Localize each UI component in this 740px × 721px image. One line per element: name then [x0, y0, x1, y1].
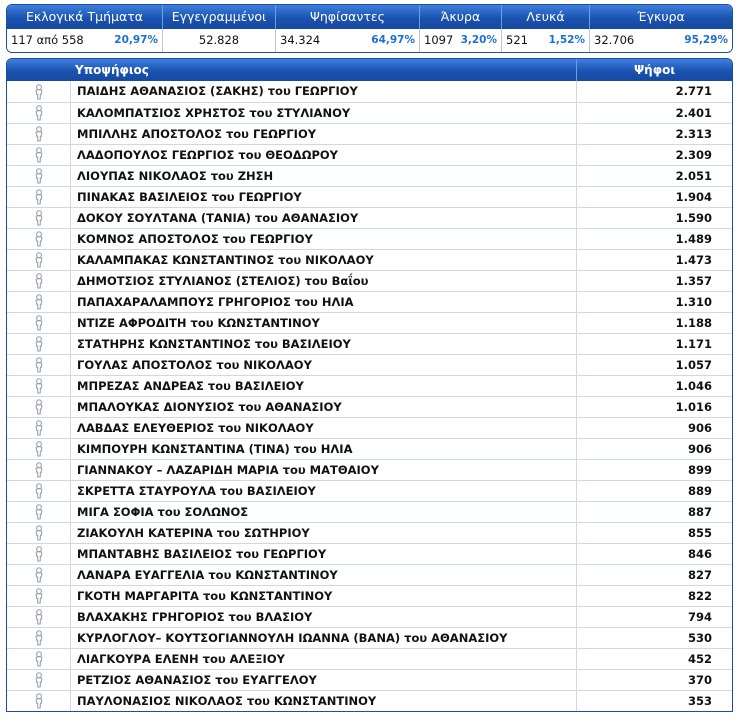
candidate-figure-icon — [7, 544, 71, 564]
header-sections: Εκλογικά Τμήματα — [7, 5, 163, 29]
table-row[interactable] — [7, 585, 732, 606]
candidate-figure-icon — [7, 250, 71, 270]
table-row[interactable] — [7, 690, 732, 711]
candidate-name: ΚΑΛΟΜΠΑΤΣΙΟΣ ΧΡΗΣΤΟΣ του ΣΤΥΛΙΑΝΟΥ — [71, 103, 577, 123]
candidate-name: ΓΙΑΝΝΑΚΟΥ – ΛΑΖΑΡΙΔΗ ΜΑΡΙΑ του ΜΑΤΘΑΙΟΥ — [71, 460, 577, 480]
valid-cell — [590, 29, 732, 52]
candidate-name: ΜΠΡΕΖΑΣ ΑΝΔΡΕΑΣ του ΒΑΣΙΛΕΙΟΥ — [71, 376, 577, 396]
candidate-votes: 1.357 — [675, 274, 712, 288]
column-header-votes: Ψήφοι — [633, 63, 676, 77]
invalid-value: 1097 — [424, 33, 454, 47]
candidate-figure-icon — [7, 208, 71, 228]
table-row[interactable] — [7, 102, 732, 123]
candidate-figure-icon — [7, 103, 71, 123]
valid-percent: 95,29% — [684, 34, 728, 46]
candidate-name: ΔΟΚΟΥ ΣΟΥΛΤΑΝΑ (ΤΑΝΙΑ) του ΑΘΑΝΑΣΙΟΥ — [71, 208, 577, 228]
candidate-figure-icon — [7, 124, 71, 144]
candidate-votes: 353 — [687, 694, 712, 708]
summary-values-row — [7, 29, 732, 52]
results-summary — [6, 4, 733, 53]
candidate-figure-icon — [7, 628, 71, 648]
summary-header-row — [7, 5, 732, 29]
candidate-name: ΠΑΙΔΗΣ ΑΘΑΝΑΣΙΟΣ (ΣΑΚΗΣ) του ΓΕΩΡΓΙΟΥ — [71, 81, 577, 102]
table-row[interactable] — [7, 165, 732, 186]
table-row[interactable] — [7, 354, 732, 375]
candidate-figure-icon — [7, 81, 71, 102]
table-row[interactable] — [7, 627, 732, 648]
candidate-name: ΚΑΛΑΜΠΑΚΑΣ ΚΩΝΣΤΑΝΤΙΝΟΣ του ΝΙΚΟΛΑΟΥ — [71, 250, 577, 270]
candidate-figure-icon — [7, 502, 71, 522]
header-blank: Λευκά — [502, 5, 590, 29]
table-row[interactable] — [7, 543, 732, 564]
candidate-name: ΛΑΔΟΠΟΥΛΟΣ ΓΕΩΡΓΙΟΣ του ΘΕΟΔΩΡΟΥ — [71, 145, 577, 165]
table-row[interactable] — [7, 312, 732, 333]
candidate-name: ΜΙΓΑ ΣΟΦΙΑ του ΣΟΛΩΝΟΣ — [71, 502, 577, 522]
candidate-figure-icon — [7, 418, 71, 438]
table-row[interactable] — [7, 333, 732, 354]
candidate-figure-icon — [7, 670, 71, 690]
candidate-votes: 1.057 — [675, 358, 712, 372]
candidate-votes: 1.046 — [675, 379, 712, 393]
candidate-figure-icon — [7, 376, 71, 396]
candidate-figure-icon — [7, 565, 71, 585]
table-row[interactable] — [7, 207, 732, 228]
table-row[interactable] — [7, 144, 732, 165]
invalid-cell — [420, 29, 502, 52]
candidate-votes: 1.489 — [675, 232, 712, 246]
table-row[interactable] — [7, 669, 732, 690]
candidate-name: ΓΟΥΛΑΣ ΑΠΟΣΤΟΛΟΣ του ΝΙΚΟΛΑΟΥ — [71, 355, 577, 375]
candidate-votes: 530 — [687, 631, 712, 645]
candidate-name: ΛΙΑΓΚΟΥΡΑ ΕΛΕΝΗ του ΑΛΕΞΙΟΥ — [71, 649, 577, 669]
candidate-figure-icon — [7, 292, 71, 312]
candidate-votes: 822 — [687, 589, 712, 603]
voted-cell — [276, 29, 420, 52]
table-row[interactable] — [7, 123, 732, 144]
candidate-votes: 452 — [687, 652, 712, 666]
candidate-votes: 2.401 — [675, 106, 712, 120]
candidate-figure-icon — [7, 271, 71, 291]
blank-percent: 1,52% — [548, 34, 585, 46]
header-valid: Έγκυρα — [637, 9, 685, 24]
header-voted: Ψηφίσαντες — [276, 5, 420, 29]
candidate-votes: 1.310 — [675, 295, 712, 309]
table-row[interactable] — [7, 648, 732, 669]
candidate-name: ΛΑΝΑΡΑ ΕΥΑΓΓΕΛΙΑ του ΚΩΝΣΤΑΝΤΙΝΟΥ — [71, 565, 577, 585]
blank-cell — [502, 29, 590, 52]
candidate-votes: 1.904 — [675, 190, 712, 204]
candidate-name: ΣΤΑΤΗΡΗΣ ΚΩΝΣΤΑΝΤΙΝΟΣ του ΒΑΣΙΛΕΙΟΥ — [71, 334, 577, 354]
candidate-votes: 1.590 — [675, 211, 712, 225]
candidate-votes: 1.171 — [675, 337, 712, 351]
candidate-name: ΜΠΑΛΟΥΚΑΣ ΔΙΟΝΥΣΙΟΣ του ΑΘΑΝΑΣΙΟΥ — [71, 397, 577, 417]
candidate-votes: 906 — [687, 421, 712, 435]
voted-percent: 64,97% — [371, 34, 415, 46]
header-registered: Εγγεγραμμένοι — [163, 5, 276, 29]
candidate-votes: 855 — [687, 526, 712, 540]
table-row[interactable] — [7, 606, 732, 627]
candidate-votes: 2.313 — [675, 127, 712, 141]
candidates-table — [6, 58, 733, 712]
table-row[interactable] — [7, 417, 732, 438]
table-row[interactable] — [7, 522, 732, 543]
candidates-table-body — [7, 81, 732, 711]
table-row[interactable] — [7, 375, 732, 396]
table-row[interactable] — [7, 81, 732, 102]
candidate-figure-icon — [7, 355, 71, 375]
candidate-name: ΜΠΙΛΛΗΣ ΑΠΟΣΤΟΛΟΣ του ΓΕΩΡΓΙΟΥ — [71, 124, 577, 144]
candidate-votes: 827 — [687, 568, 712, 582]
candidate-name: ΓΚΟΤΗ ΜΑΡΓΑΡΙΤΑ του ΚΩΝΣΤΑΝΤΙΝΟΥ — [71, 586, 577, 606]
candidate-name: ΛΑΒΔΑΣ ΕΛΕΥΘΕΡΙΟΣ του ΝΙΚΟΛΑΟΥ — [71, 418, 577, 438]
candidate-name: ΠΙΝΑΚΑΣ ΒΑΣΙΛΕΙΟΣ του ΓΕΩΡΓΙΟΥ — [71, 187, 577, 207]
candidate-figure-icon — [7, 649, 71, 669]
table-row[interactable] — [7, 186, 732, 207]
candidate-figure-icon — [7, 187, 71, 207]
candidate-figure-icon — [7, 607, 71, 627]
candidate-name: ΚΙΜΠΟΥΡΗ ΚΩΝΣΤΑΝΤΙΝΑ (ΤΙΝΑ) του ΗΛΙΑ — [71, 439, 577, 459]
candidate-name: ΡΕΤΖΙΟΣ ΑΘΑΝΑΣΙΟΣ του ΕΥΑΓΓΕΛΟΥ — [71, 670, 577, 690]
candidate-votes: 1.473 — [675, 253, 712, 267]
candidate-name: ΝΤΙΖΕ ΑΦΡΟΔΙΤΗ του ΚΩΝΣΤΑΝΤΙΝΟΥ — [71, 313, 577, 333]
table-row[interactable] — [7, 459, 732, 480]
candidate-votes: 2.309 — [675, 148, 712, 162]
sections-value: 117 από 558 — [11, 33, 84, 47]
candidate-figure-icon — [7, 439, 71, 459]
candidate-name: ΔΗΜΟΤΣΙΟΣ ΣΤΥΛΙΑΝΟΣ (ΣΤΕΛΙΟΣ) του Βαΐου — [71, 271, 577, 291]
candidate-votes: 1.188 — [675, 316, 712, 330]
candidate-figure-icon — [7, 313, 71, 333]
table-row[interactable] — [7, 501, 732, 522]
registered-cell — [163, 29, 276, 52]
candidate-votes: 899 — [687, 463, 712, 477]
candidate-figure-icon — [7, 166, 71, 186]
table-row[interactable] — [7, 564, 732, 585]
valid-value: 32.706 — [594, 33, 635, 47]
candidate-figure-icon — [7, 586, 71, 606]
candidate-name: ΚΥΡΛΟΓΛΟΥ– ΚΟΥΤΣΟΓΙΑΝΝΟΥΛΗ ΙΩΑΝΝΑ (ΒΑΝΑ) του ΑΘΑΝΑΣΙΟΥ — [71, 628, 577, 648]
column-header-candidate: Υποψήφιος — [7, 59, 577, 81]
candidate-votes: 794 — [687, 610, 712, 624]
candidate-figure-icon — [7, 397, 71, 417]
candidate-figure-icon — [7, 691, 71, 711]
header-invalid: Άκυρα — [420, 5, 502, 29]
invalid-percent: 3,20% — [460, 34, 497, 46]
candidate-name: ΣΚΡΕΤΤΑ ΣΤΑΥΡΟΥΛΑ του ΒΑΣΙΛΕΙΟΥ — [71, 481, 577, 501]
candidate-name: ΒΛΑΧΑΚΗΣ ΓΡΗΓΟΡΙΟΣ του ΒΛΑΣΙΟΥ — [71, 607, 577, 627]
candidate-figure-icon — [7, 460, 71, 480]
table-row[interactable] — [7, 438, 732, 459]
candidates-table-header — [7, 59, 732, 81]
voted-value: 34.324 — [280, 33, 321, 47]
candidate-figure-icon — [7, 523, 71, 543]
candidate-name: ΛΙΟΥΠΑΣ ΝΙΚΟΛΑΟΣ του ΖΗΣΗ — [71, 166, 577, 186]
candidate-figure-icon — [7, 229, 71, 249]
blank-value: 521 — [506, 33, 528, 47]
candidate-name: ΖΙΑΚΟΥΛΗ ΚΑΤΕΡΙΝΑ του ΣΩΤΗΡΙΟΥ — [71, 523, 577, 543]
candidate-votes: 2.771 — [675, 84, 712, 98]
table-row[interactable] — [7, 396, 732, 417]
sections-cell — [7, 29, 163, 52]
table-row[interactable] — [7, 291, 732, 312]
candidate-name: ΚΟΜΝΟΣ ΑΠΟΣΤΟΛΟΣ του ΓΕΩΡΓΙΟΥ — [71, 229, 577, 249]
table-row[interactable] — [7, 480, 732, 501]
candidate-votes: 370 — [687, 673, 712, 687]
candidate-votes: 906 — [687, 442, 712, 456]
candidate-votes: 889 — [687, 484, 712, 498]
candidate-votes: 2.051 — [675, 169, 712, 183]
candidate-name: ΠΑΠΑΧΑΡΑΛΑΜΠΟΥΣ ΓΡΗΓΟΡΙΟΣ του ΗΛΙΑ — [71, 292, 577, 312]
candidate-figure-icon — [7, 145, 71, 165]
candidate-name: ΜΠΑΝΤΑΒΗΣ ΒΑΣΙΛΕΙΟΣ του ΓΕΩΡΓΙΟΥ — [71, 544, 577, 564]
table-row[interactable] — [7, 270, 732, 291]
sections-percent: 20,97% — [114, 34, 158, 46]
candidate-votes: 887 — [687, 505, 712, 519]
table-row[interactable] — [7, 249, 732, 270]
table-row[interactable] — [7, 228, 732, 249]
candidate-votes: 1.016 — [675, 400, 712, 414]
candidate-name: ΠΑΥΛΟΝΑΣΙΟΣ ΝΙΚΟΛΑΟΣ του ΚΩΝΣΤΑΝΤΙΝΟΥ — [71, 691, 577, 711]
candidate-votes: 846 — [687, 547, 712, 561]
candidate-figure-icon — [7, 481, 71, 501]
registered-value: 52.828 — [198, 33, 240, 47]
candidate-figure-icon — [7, 334, 71, 354]
